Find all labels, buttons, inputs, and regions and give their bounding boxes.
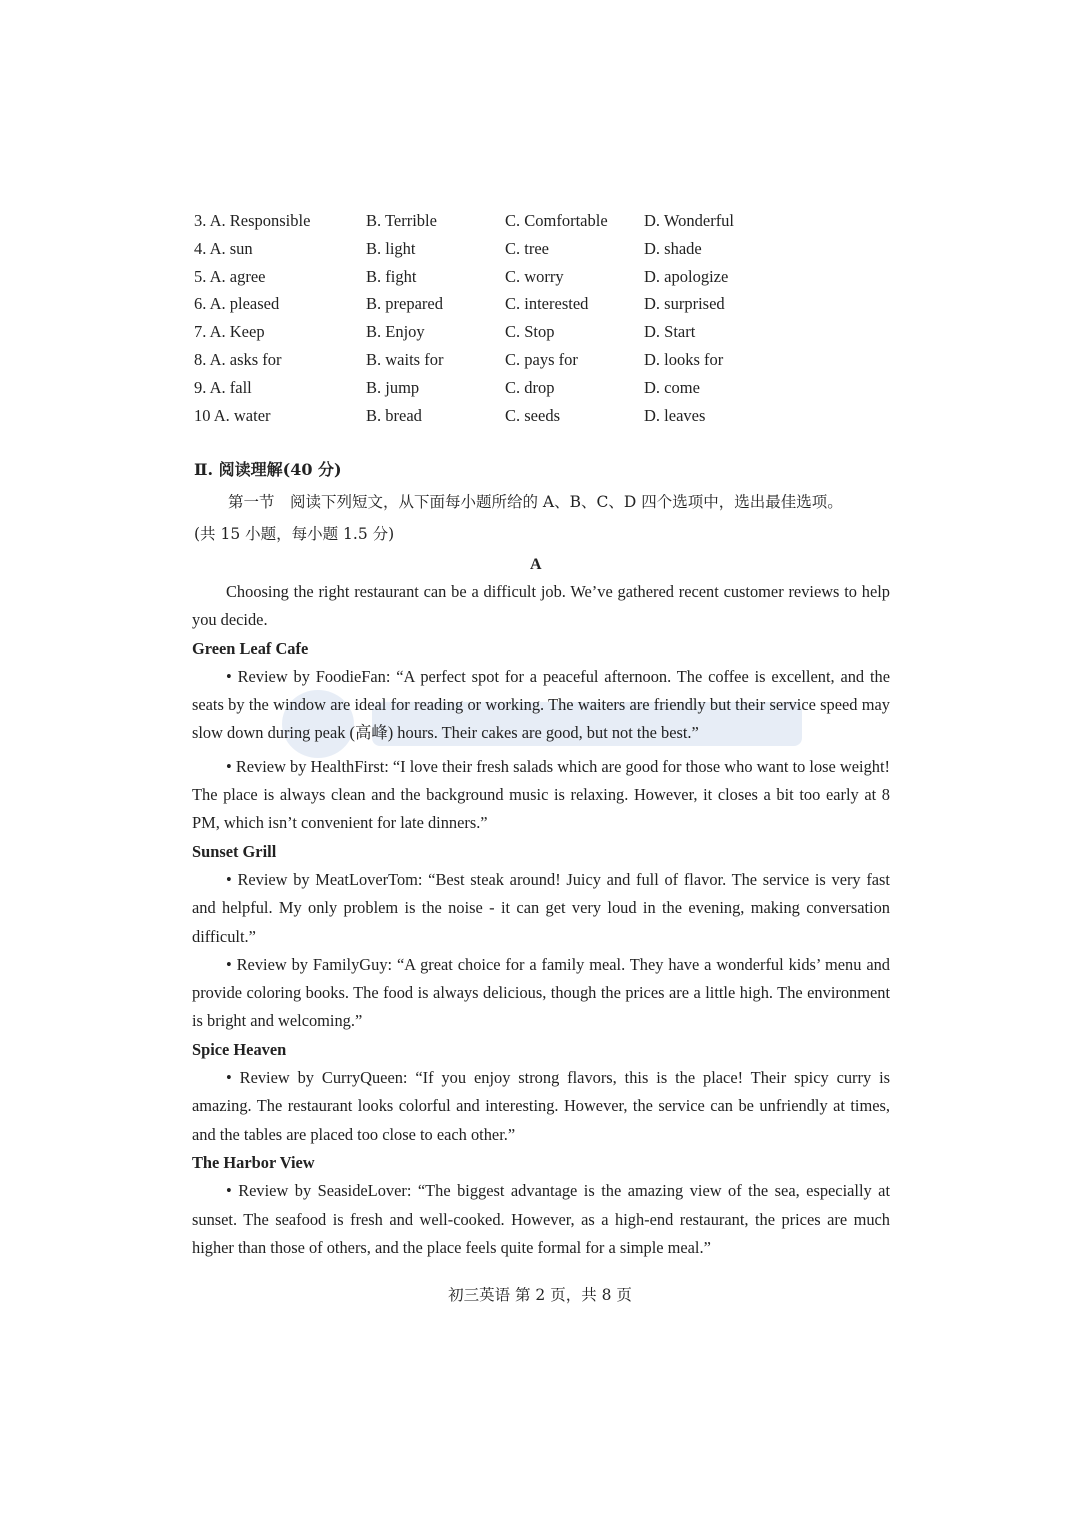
page-footer: 初三英语 第 2 页，共 8 页 bbox=[448, 1286, 632, 1304]
option-b: B. prepared bbox=[366, 294, 443, 314]
option-row bbox=[194, 402, 814, 430]
option-d: D. Wonderful bbox=[644, 211, 735, 230]
option-a: 6. A. pleased bbox=[194, 294, 280, 314]
option-a: 9. A. fall bbox=[194, 377, 252, 397]
option-c: C. Comfortable bbox=[505, 211, 608, 230]
reading-passage bbox=[192, 578, 890, 1262]
review-paragraph: • Review by FamilyGuy: “A great choice for a family meal. They have a wonderful kids’ menu and provide coloring books. The food is always delicious, though the prices are a little high. The environment is bright and welcoming.” bbox=[192, 954, 890, 1031]
option-b: B. fight bbox=[366, 266, 417, 286]
review-paragraph: • Review by SeasideLover: “The biggest advantage is the amazing view of the sea, especially at sunset. The seafood is fresh and well-cooked. However, as a high-end restaurant, the prices are much higher than those of others, and the place feels quite formal for a simple meal.” bbox=[192, 1181, 890, 1257]
option-c: C. tree bbox=[505, 238, 549, 258]
option-row bbox=[194, 263, 814, 291]
option-d: D. looks for bbox=[644, 349, 724, 369]
option-c: C. drop bbox=[505, 377, 555, 397]
option-b: B. light bbox=[366, 238, 416, 258]
section-title: Ⅱ. 阅读理解(40 分) bbox=[194, 460, 342, 479]
option-a: 7. A. Keep bbox=[194, 322, 265, 342]
option-d: D. apologize bbox=[644, 266, 729, 286]
option-a: 4. A. sun bbox=[194, 238, 253, 258]
option-d: D. shade bbox=[644, 238, 702, 258]
option-c: C. Stop bbox=[505, 322, 555, 342]
restaurant-name: Sunset Grill bbox=[192, 841, 277, 861]
option-a: 8. A. asks for bbox=[194, 349, 282, 369]
option-b: B. Terrible bbox=[366, 211, 437, 230]
review-paragraph: • Review by CurryQueen: “If you enjoy strong flavors, this is the place! Their spicy curry is amazing. The restaurant looks colorful and interesting. However, the service can be unfriendly at times, and the tables are placed too close to each other.” bbox=[192, 1068, 890, 1144]
option-row bbox=[194, 346, 814, 374]
option-b: B. jump bbox=[366, 377, 420, 397]
review-paragraph: • Review by FoodieFan: “A perfect spot for a peaceful afternoon. The coffee is excellent, and the seats by the window are ideal for reading or working. The waiters are friendly but their service speed may slow down during peak (高峰) hours. Their cakes are good, but not the best.” bbox=[192, 666, 890, 743]
option-row bbox=[194, 207, 814, 235]
option-d: D. come bbox=[644, 377, 700, 397]
option-c: C. worry bbox=[505, 266, 564, 286]
answer-options-table bbox=[194, 207, 814, 429]
section-instruction-scoring: (共 15 小题，每小题 1.5 分) bbox=[194, 525, 395, 543]
option-b: B. waits for bbox=[366, 349, 444, 369]
option-c: C. interested bbox=[505, 294, 589, 314]
option-d: D. Start bbox=[644, 322, 696, 342]
option-a: 5. A. agree bbox=[194, 266, 266, 286]
review-paragraph: • Review by HealthFirst: “I love their fresh salads which are good for those who want to lose weight! The place is always clean and the background music is relaxing. However, it closes a bit too early at 8 PM, which isn’t convenient for late dinners.” bbox=[192, 756, 890, 833]
passage-label: A bbox=[530, 556, 542, 573]
option-d: D. leaves bbox=[644, 405, 706, 425]
option-row bbox=[194, 374, 814, 402]
option-b: B. bread bbox=[366, 405, 422, 425]
restaurant-name: The Harbor View bbox=[192, 1152, 315, 1172]
restaurant-name: Green Leaf Cafe bbox=[192, 638, 309, 658]
option-c: C. seeds bbox=[505, 405, 560, 425]
option-b: B. Enjoy bbox=[366, 322, 425, 342]
section-instruction: 第一节 阅读下列短文，从下面每小题所给的 A、B、C、D 四个选项中，选出最佳选项。 bbox=[228, 493, 843, 511]
option-a: 10 A. water bbox=[194, 405, 271, 425]
option-row bbox=[194, 235, 814, 263]
option-row bbox=[194, 318, 814, 346]
restaurant-name: Spice Heaven bbox=[192, 1039, 287, 1059]
option-a: 3. A. Responsible bbox=[194, 211, 311, 230]
option-row bbox=[194, 290, 814, 318]
review-paragraph: • Review by MeatLoverTom: “Best steak around! Juicy and full of flavor. The service is very fast and helpful. My only problem is the noise - it can get very loud in the evening, making conversation difficult.” bbox=[192, 869, 890, 946]
option-d: D. surprised bbox=[644, 294, 725, 314]
passage-intro: Choosing the right restaurant can be a difficult job. We’ve gathered recent customer reviews to help you decide. bbox=[192, 582, 890, 630]
option-c: C. pays for bbox=[505, 349, 578, 369]
